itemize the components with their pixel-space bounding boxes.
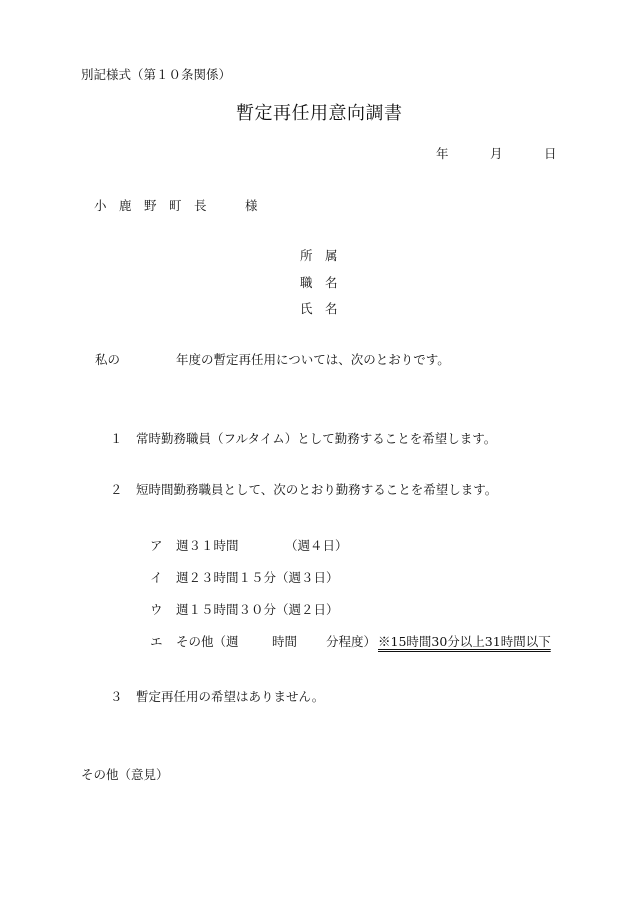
affiliation-label: 所 属 xyxy=(300,248,338,263)
addressee-name: 小 鹿 野 町 長 xyxy=(94,198,207,213)
date-month: 月 xyxy=(490,146,503,161)
option-1-number: １ xyxy=(110,431,123,446)
sub-option-a-days: （週４日） xyxy=(285,538,348,553)
intro-text: 年度の暫定再任用については、次のとおりです。 xyxy=(176,352,450,367)
position-label: 職 名 xyxy=(300,275,338,290)
intro-prefix: 私の xyxy=(95,352,121,367)
other-opinion-label: その他（意見） xyxy=(81,767,169,782)
sub-option-e-note: ※15時間30分以上31時間以下 xyxy=(378,634,551,649)
sub-option-i-text: 週２３時間１５分（週３日） xyxy=(176,570,339,585)
addressee-honorific: 様 xyxy=(245,198,258,213)
sub-option-e-minutes: 分程度） xyxy=(326,634,377,649)
date-year: 年 xyxy=(436,146,449,161)
document-title: 暫定再任用意向調書 xyxy=(236,103,403,124)
form-label: 別記様式（第１０条関係） xyxy=(81,67,232,82)
option-3-number: ３ xyxy=(110,689,123,704)
date-day: 日 xyxy=(544,146,557,161)
option-3-text: 暫定再任用の希望はありません。 xyxy=(136,689,325,704)
option-1-text: 常時勤務職員（フルタイム）として勤務することを希望します。 xyxy=(136,431,497,446)
option-2-text: 短時間勤務職員として、次のとおり勤務することを希望します。 xyxy=(136,482,498,497)
name-label: 氏 名 xyxy=(300,301,338,316)
sub-option-u-text: 週１５時間３０分（週２日） xyxy=(176,602,339,617)
sub-option-e-hours: 時間 xyxy=(272,634,298,649)
sub-option-e-kana: エ xyxy=(150,634,163,649)
sub-option-a-text: 週３１時間 xyxy=(176,538,239,553)
sub-option-i-kana: イ xyxy=(150,570,163,585)
sub-option-a-kana: ア xyxy=(150,538,163,553)
option-2-number: ２ xyxy=(110,482,123,497)
sub-option-e-text: その他（週 xyxy=(176,634,239,649)
sub-option-u-kana: ウ xyxy=(150,602,163,617)
